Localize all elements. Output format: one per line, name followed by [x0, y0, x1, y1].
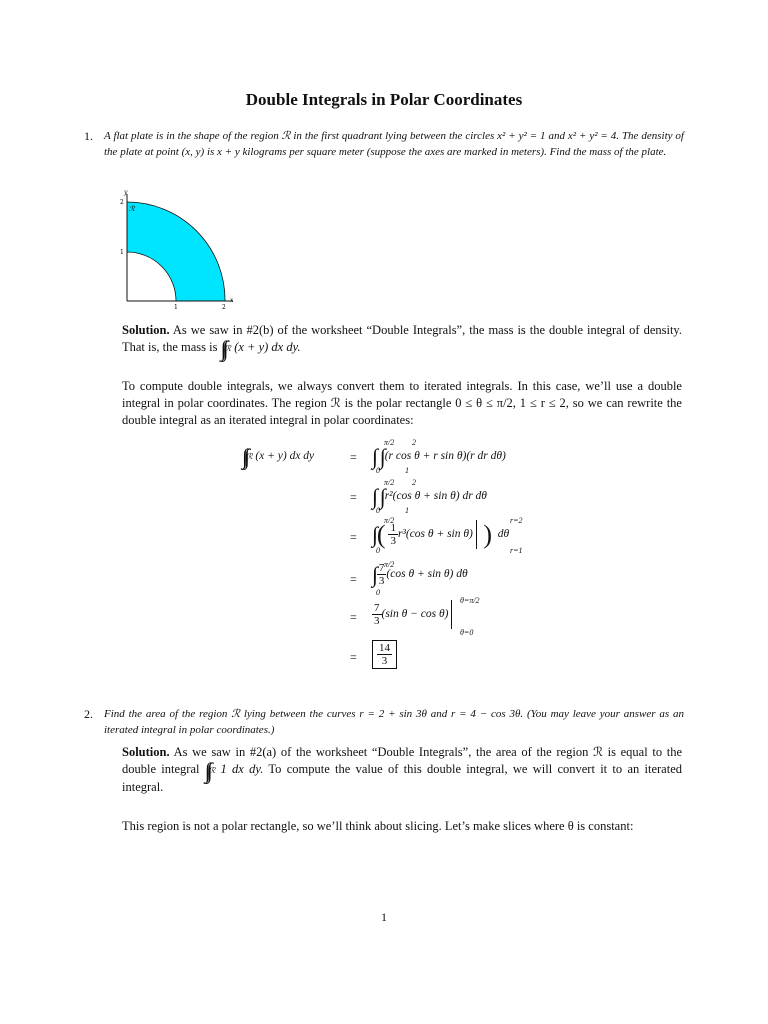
derivation-result: = $\frac{14}{3}$ [0, 640, 768, 674]
region-fill [127, 202, 225, 301]
solution-2-paragraph-2: This region is not a polar rectangle, so we’ll think about slicing. Let’s make slices where θ is constant: [122, 819, 634, 833]
tick-y1: 1 [120, 249, 124, 256]
page-title: Double Integrals in Polar Coordinates [245, 90, 523, 109]
tick-x2: 2 [222, 304, 226, 311]
line1-body: (r cos θ + r sin θ)(r dr dθ) [384, 450, 506, 462]
solution-1-text-a: As we saw in #2(b) of the worksheet “Double Integrals”, the mass is the double integral of density. That is, the mass is [122, 323, 682, 354]
solution-2: Solution. As we saw in #2(a) of the worksheet “Double Integrals”, the area of the region ℛ is equal to the double integral ∫∫ℛ 1 dx dy. To compute the value of this double integral, we will convert it to an iterated integral. [122, 745, 683, 794]
page-number: 1 [381, 910, 387, 924]
line2-body: r²(cos θ + sin θ) dr dθ [384, 490, 487, 502]
derivation-line-3: = ∫ ( $\frac{1}{3}$ r³(cos θ + sin θ) ) dθ π/2 0 r=2 r=1 [350, 516, 523, 555]
double-integral-sign: ∫∫ [204, 758, 209, 783]
problem-number: 2. [84, 707, 93, 721]
region-label: ℛ [129, 205, 135, 213]
double-integral-sign: ∫∫ [220, 336, 225, 361]
solution-label: Solution. [122, 323, 170, 337]
problem-1 [84, 128, 684, 160]
solution-1-integrand: (x + y) dx dy. [234, 340, 301, 354]
problem-2 [84, 706, 684, 738]
solution-1 [122, 322, 682, 361]
axis-x-label: x [230, 297, 234, 304]
derivation-line-4: = ∫ $\frac{7}{3}$ (cos θ + sin θ) dθ π/2 0 [350, 560, 468, 597]
derivation-line-5: = $\frac{7}{3}$ (sin θ − cos θ) θ=π/2 θ=0 [350, 596, 480, 637]
problem-text: Find the area of the region ℛ lying between the curves r = 2 + sin 3θ and r = 4 − cos 3θ. (You may leave your answer as an iterated integral in polar coordinates.) [104, 708, 684, 736]
tick-y2: 2 [120, 199, 124, 206]
solution-2-integrand: 1 dx dy. [220, 762, 264, 776]
region-figure [115, 188, 245, 313]
problem-text: A flat plate is in the shape of the region ℛ in the first quadrant lying between the circles x² + y² = 1 and x² + y² = 4. The density of the plate at point (x, y) is x + y kilograms per square meter (suppose the axes are marked in meters). Find the mass of the plate. [104, 130, 684, 158]
problem-number: 1. [84, 129, 93, 143]
boxed-answer: $\frac{14}{3}$ [372, 640, 397, 669]
tick-x1: 1 [174, 304, 178, 311]
solution-2-text-b: To compute the value of this double integral, we will convert it to an iterated integral. [122, 762, 682, 794]
region-subscript: ℛ [224, 344, 232, 353]
lhs-integrand: (x + y) dx dy [255, 450, 315, 462]
solution-2-text-a: As we saw in #2(a) of the worksheet “Double Integrals”, the area of the region ℛ is equal to the double integral [122, 745, 683, 776]
solution-label: Solution. [122, 745, 170, 759]
solution-1-paragraph-2: To compute double integrals, we always convert them to iterated integrals. In this case, we’ll use a double integral in polar coordinates. The region ℛ is the polar rectangle 0 ≤ θ ≤ π/2, 1 ≤ r ≤ 2, so we can rewrite the double integral as an iterated integral in polar coordinates: [122, 379, 682, 427]
axis-y-label: y [124, 189, 128, 196]
